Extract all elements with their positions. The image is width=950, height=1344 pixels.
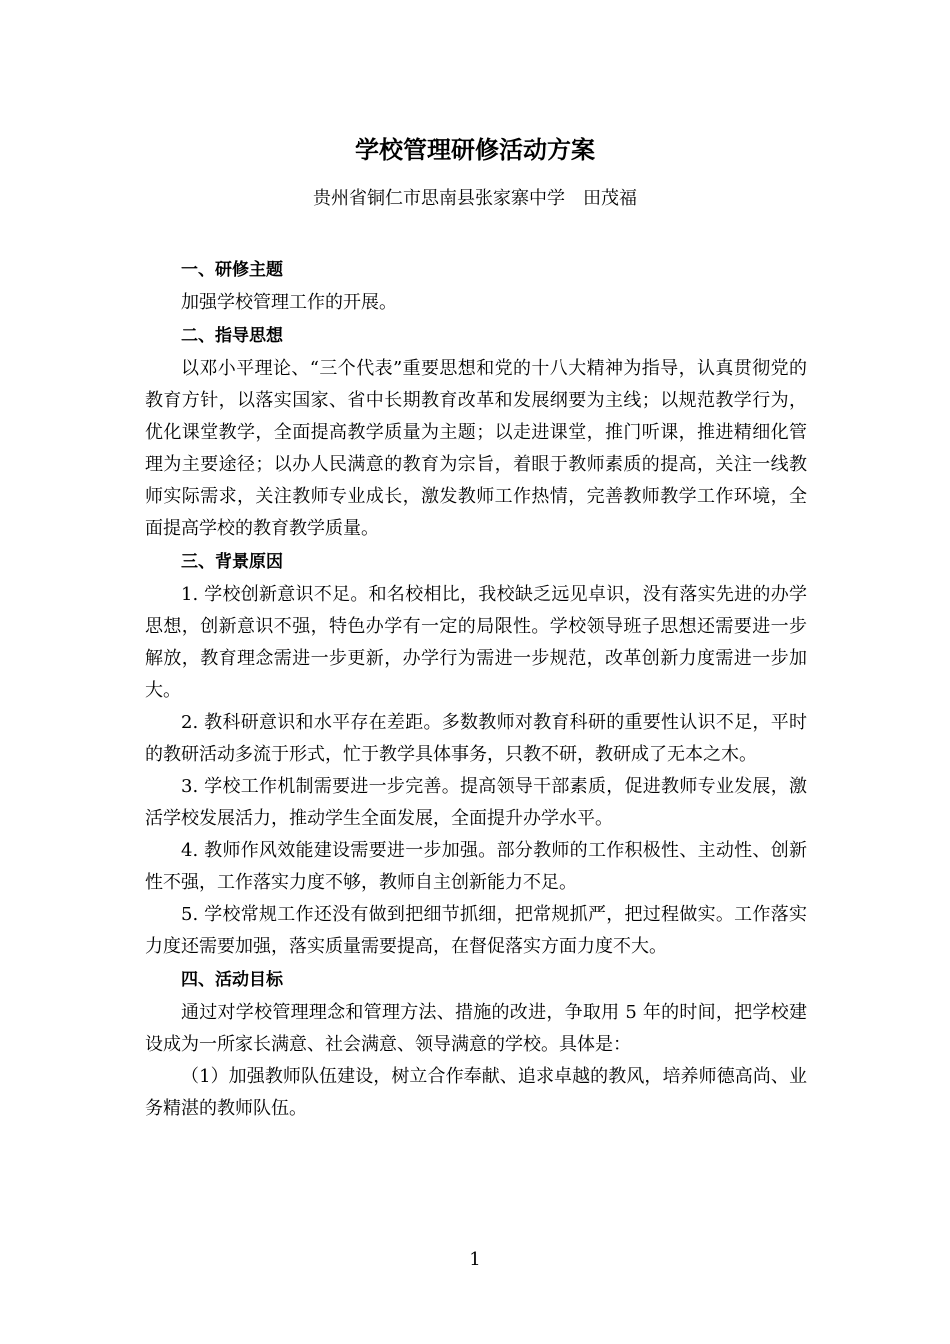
document-author: 贵州省铜仁市思南县张家寨中学 田茂福	[313, 188, 637, 209]
section-3-paragraph-5: 5. 学校常规工作还没有做到把细节抓细，把常规抓严，把过程做实。工作落实力度还需要加强，落实质量需要提高，在督促落实方面力度不大。	[145, 904, 807, 957]
section-heading-4: 四、活动目标	[181, 970, 283, 990]
section-heading-1: 一、研修主题	[181, 260, 283, 280]
document-title: 学校管理研修活动方案	[355, 136, 595, 164]
section-3-paragraph-2: 2. 教科研意识和水平存在差距。多数教师对教育科研的重要性认识不足，平时的教研活动多流于形式，忙于教学具体事务，只教不研，教研成了无本之木。	[145, 712, 807, 765]
section-4-paragraph-1: 通过对学校管理理念和管理方法、措施的改进，争取用 5 年的时间，把学校建设成为一所家长满意、社会满意、领导满意的学校。具体是：	[145, 1002, 807, 1055]
section-3-paragraph-4: 4. 教师作风效能建设需要进一步加强。部分教师的工作积极性、主动性、创新性不强，工作落实力度不够，教师自主创新能力不足。	[145, 840, 807, 893]
section-heading-2: 二、指导思想	[181, 326, 283, 346]
document-body	[145, 253, 807, 1125]
section-3-paragraph-3: 3. 学校工作机制需要进一步完善。提高领导干部素质，促进教师专业发展，激活学校发展活力，推动学生全面发展，全面提升办学水平。	[145, 776, 807, 829]
section-4-paragraph-2: （1）加强教师队伍建设，树立合作奉献、追求卓越的教风，培养师德高尚、业务精湛的教师队伍。	[145, 1066, 807, 1119]
section-1-paragraph-1: 加强学校管理工作的开展。	[181, 292, 397, 313]
section-heading-3: 三、背景原因	[181, 552, 283, 572]
section-3-paragraph-1: 1. 学校创新意识不足。和名校相比，我校缺乏远见卓识，没有落实先进的办学思想，创新意识不强，特色办学有一定的局限性。学校领导班子思想还需要进一步解放，教育理念需进一步更新，办学行为需进一步规范，改革创新力度需进一步加大。	[145, 584, 807, 701]
page-number: 1	[469, 1249, 481, 1270]
section-2-paragraph-1: 以邓小平理论、“三个代表”重要思想和党的十八大精神为指导，认真贯彻党的教育方针，以落实国家、省中长期教育改革和发展纲要为主线；以规范教学行为，优化课堂教学，全面提高教学质量为主题；以走进课堂，推门听课，推进精细化管理为主要途径；以办人民满意的教育为宗旨，着眼于教师素质的提高，关注一线教师实际需求，关注教师专业成长，激发教师工作热情，完善教师教学工作环境，全面提高学校的教育教学质量。	[145, 358, 807, 539]
